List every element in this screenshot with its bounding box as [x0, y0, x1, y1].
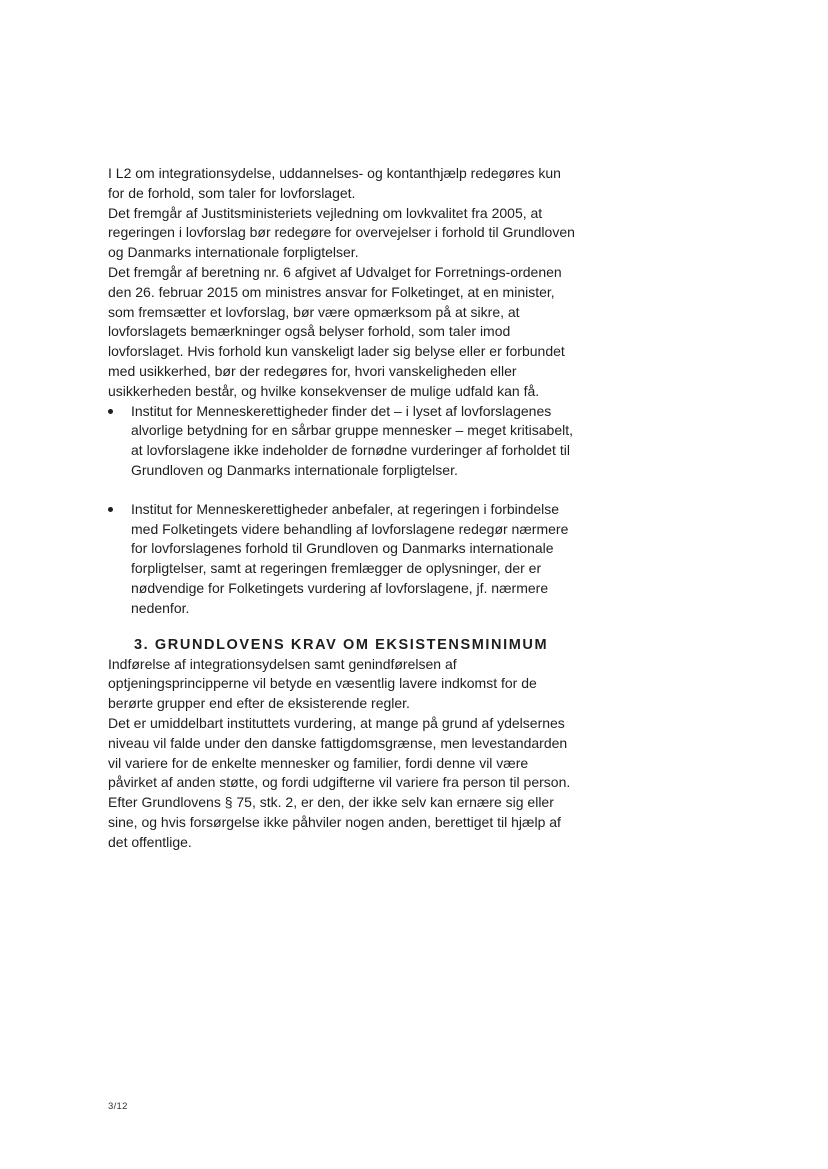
paragraph: Det fremgår af Justitsministeriets vejledning om lovkvalitet fra 2005, at regeringen i lovforslag bør redegøre for overvejelser i forhold til Grundloven og Danmarks internationale forpligtelser.	[108, 204, 575, 261]
paragraph: I L2 om integrationsydelse, uddannelses- og kontanthjælp redegøres kun for de forhold, som taler for lovforslaget.	[108, 165, 561, 201]
paragraph: Det er umiddelbart instituttets vurdering, at mange på grund af ydelsernes niveau vil falde under den danske fattigdomsgrænse, men levestandarden vil variere for de enkelte mennesker og familier, fordi denne vil være påvirket af anden støtte, og fordi udgifterne vil variere fra person til person.	[108, 714, 571, 791]
document-body	[108, 164, 578, 853]
paragraph: Efter Grundlovens § 75, stk. 2, er den, der ikke selv kan ernære sig eller sine, og hvis forsørgelse ikke påhviler nogen anden, berettiget til hjælp af det offentlige.	[108, 794, 561, 850]
paragraph: Det fremgår af beretning nr. 6 afgivet af Udvalget for Forretnings-ordenen den 26. februar 2015 om ministres ansvar for Folketinget, at en minister, som fremsætter et lovforslag, bør være opmærksom på at sikre, at lovforslagets bemærkninger også belyser forhold, som taler imod lovforslaget. Hvis forhold kun vanskeligt lader sig belyse eller er forbundet med usikkerhed, bør der redegøres for, hvori vanskeligheden eller usikkerheden består, og hvilke konsekvenser de mulige udfald kan få.	[108, 263, 565, 399]
list-item	[108, 500, 578, 619]
section-heading: 3. GRUNDLOVENS KRAV OM EKSISTENSMINIMUM	[134, 636, 549, 653]
bullet-text: Institut for Menneskerettigheder anbefaler, at regeringen i forbindelse med Folketingets videre behandling af lovforslagene redegør nærmere for lovforslagenes forhold til Grundloven og Danmarks internationale forpligtelser, samt at regeringen fremlægger de oplysninger, der er nødvendige for Folketingets vurdering af lovforslagene, jf. nærmere nedenfor.	[131, 500, 569, 616]
bullet-icon	[108, 507, 113, 512]
list-item	[108, 402, 578, 481]
bullet-icon	[108, 409, 113, 414]
bullet-list	[108, 402, 578, 619]
page-number: 3/12	[108, 1101, 128, 1112]
paragraph: Indførelse af integrationsydelsen samt genindførelsen af optjeningsprincipperne vil betyde en væsentlig lavere indkomst for de berørte grupper end efter de eksisterende regler.	[108, 655, 537, 712]
bullet-text: Institut for Menneskerettigheder finder det – i lyset af lovforslagenes alvorlige betydning for en sårbar gruppe mennesker – meget kritisabelt, at lovforslagene ikke indeholder de fornødne vurderinger af forholdet til Grundloven og Danmarks internationale forpligtelser.	[131, 402, 574, 478]
